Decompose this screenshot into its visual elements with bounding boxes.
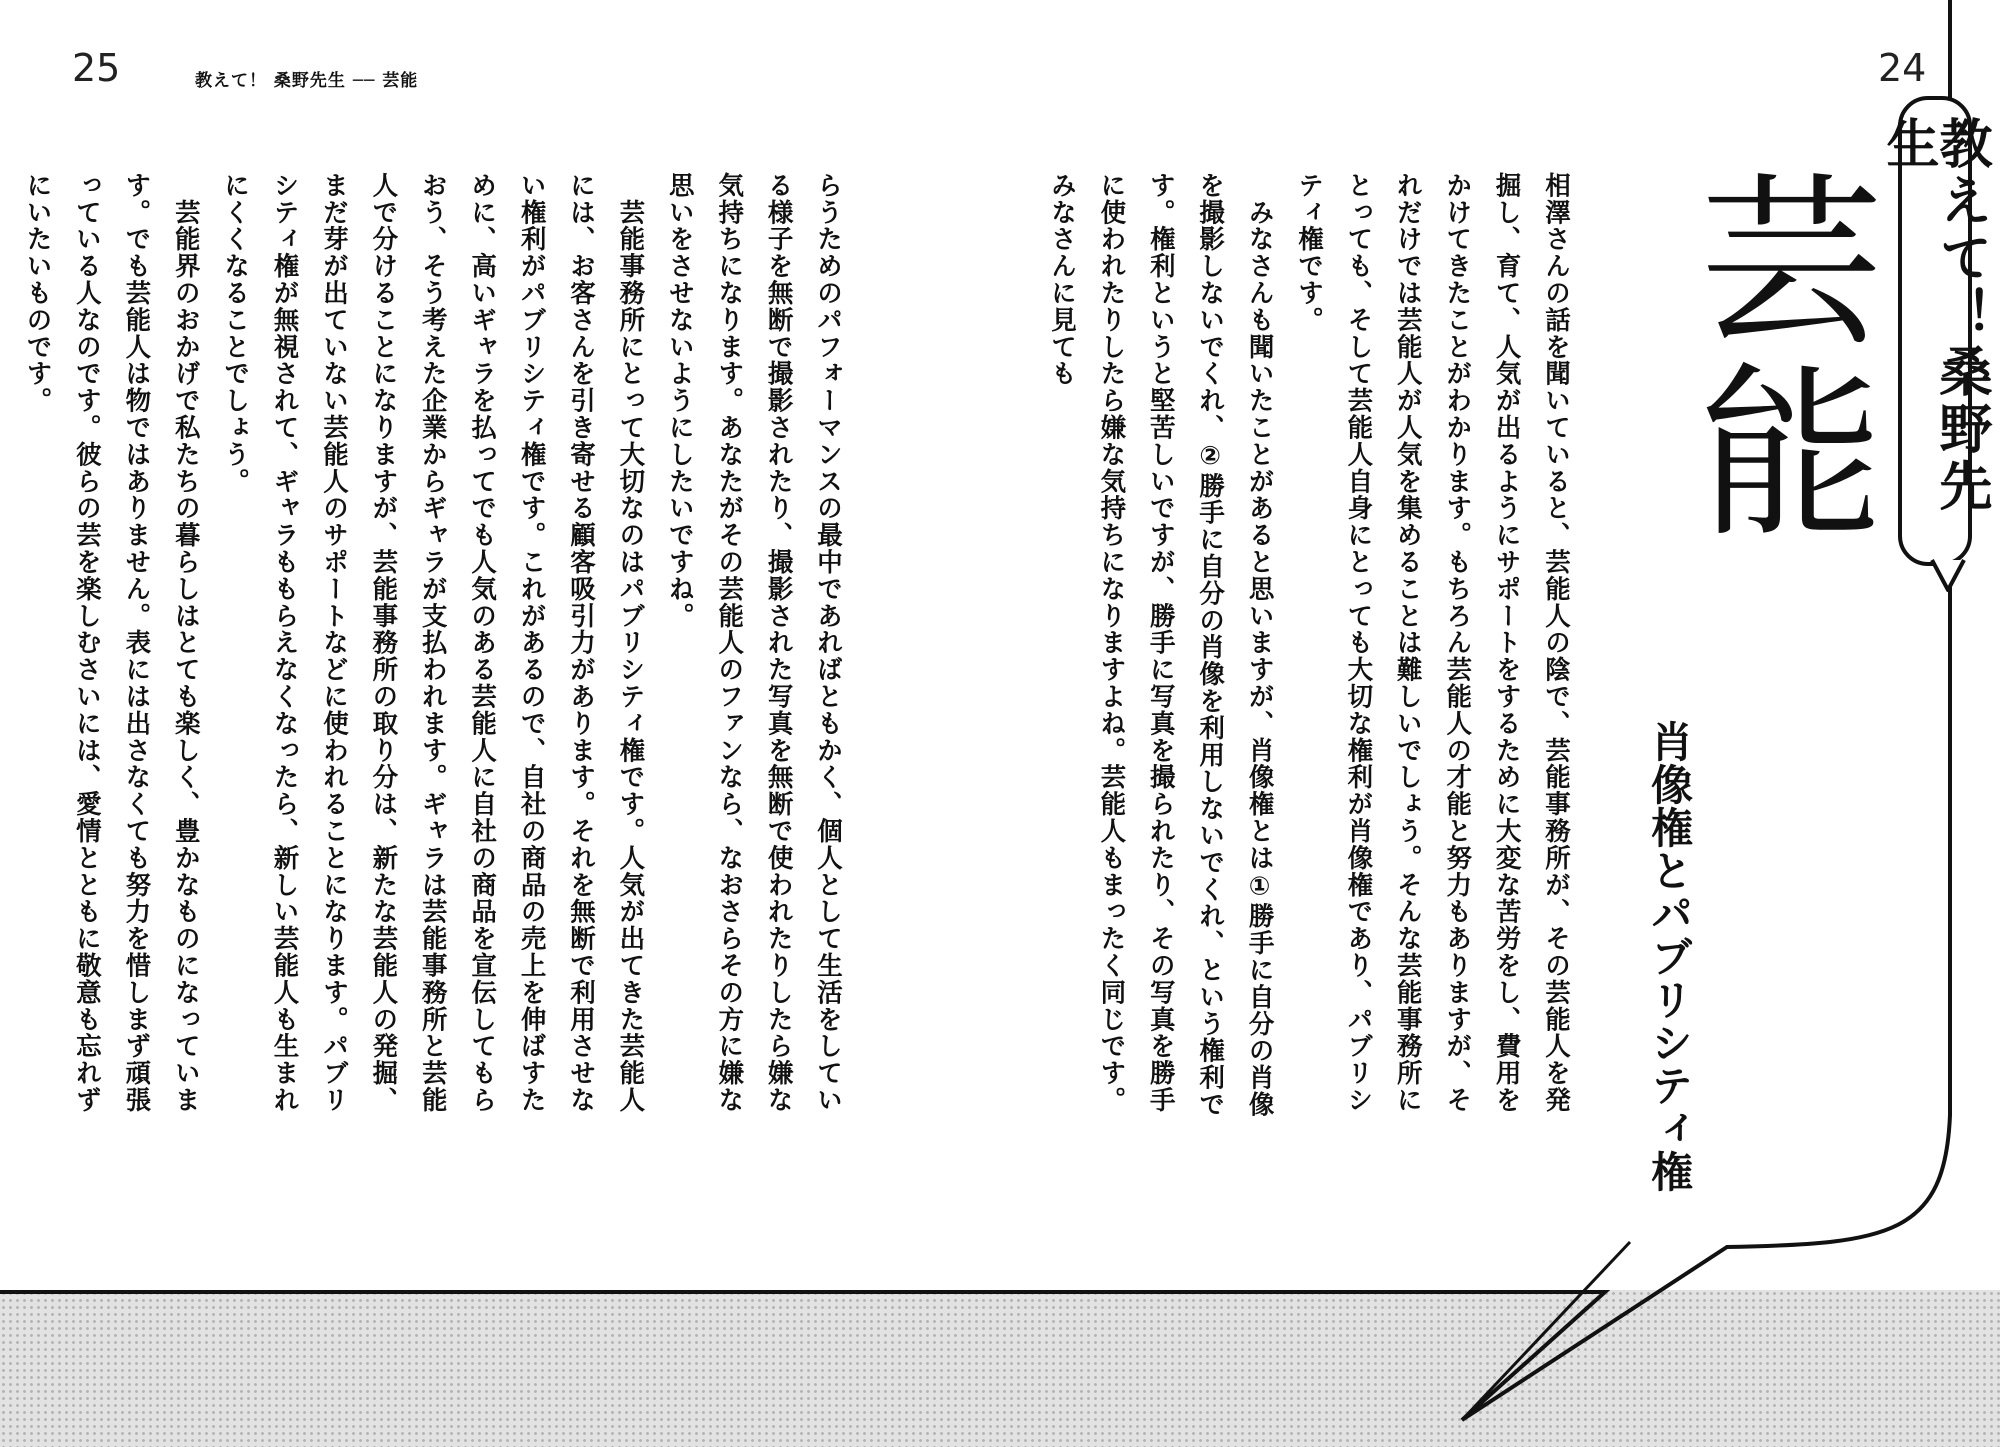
series-tag-tail [1930, 560, 1970, 600]
right-page-body: 相澤さんの話を聞いていると、芸能人の陰で、芸能事務所が、その芸能人を発掘し、育て、人気が出るようにサポートをするために大変な苦労をし、費用をかけてきたことがわかります。もちろん芸能人の才能と努力もありますが、それだけでは芸能人が人気を集めることは難しいでしょう。そんな芸能事務所にとっても、そして芸能人自身にとっても大切な権利が肖像権であり、パブリシティ権です。 みなさんも聞いたことがあると思いますが、肖像権とは①勝手に自分の肖像を撮影しないでくれ、②勝手に自分の肖像を利用しないでくれ、という権利です。権利というと堅苦しいですが、勝手に写真を撮られたり、その写真を勝手に使われたりしたら嫌な気持ちになりますよね。芸能人もまったく同じです。みなさんに見ても [1046, 172, 1571, 1118]
series-tag [1878, 96, 1992, 566]
section-subtitle: 肖像権とパブリシティ権 [1645, 720, 1694, 1193]
page-number-right: 24 [1878, 46, 1927, 90]
page-number-left: 25 [72, 46, 121, 90]
series-tag-label: 教えて！桑野先生 [1878, 116, 1992, 515]
chapter-title: 芸能 [1667, 165, 1883, 547]
left-page-body: らうためのパフォーマンスの最中であればともかく、個人として生活をしている様子を無断で撮影されたり、撮影された写真を無断で使われたりしたら嫌な気持ちになります。あなたがその芸能人のファンなら、なおさらその方に嫌な思いをさせないようにしたいですね。 芸能事務所にとって大切なのはパブリシティ権です。人気が出てきた芸能人には、お客さんを引き寄せる顧客吸引力があります。それを無断で利用させない権利がパブリシティ権です。これがあるので、自社の商品の売上を伸ばすために、高いギャラを払ってでも人気のある芸能人に自社の商品を宣伝してもらおう、そう考えた企業からギャラが支払われます。ギャラは芸能事務所と芸能人で分けることになりますが、芸能事務所の取り分は、新たな芸能人の発掘、まだ芽が出ていない芸能人のサポートなどに使われることになります。パブリシティ権が無視されて、ギャラももらえなくなったら、新しい芸能人も生まれにくくなることでしょう。 芸能界のおかげで私たちの暮らしはとても楽しく、豊かなものになっています。でも芸能人は物ではありません。表には出さなくても努力を惜しまず頑張っている人なのです。彼らの芸を楽しむさいには、愛情とともに敬意も忘れずにいたいものです。 [22, 172, 843, 1114]
running-header: 教えて！ 桑野先生 ── 芸能 [195, 71, 419, 91]
